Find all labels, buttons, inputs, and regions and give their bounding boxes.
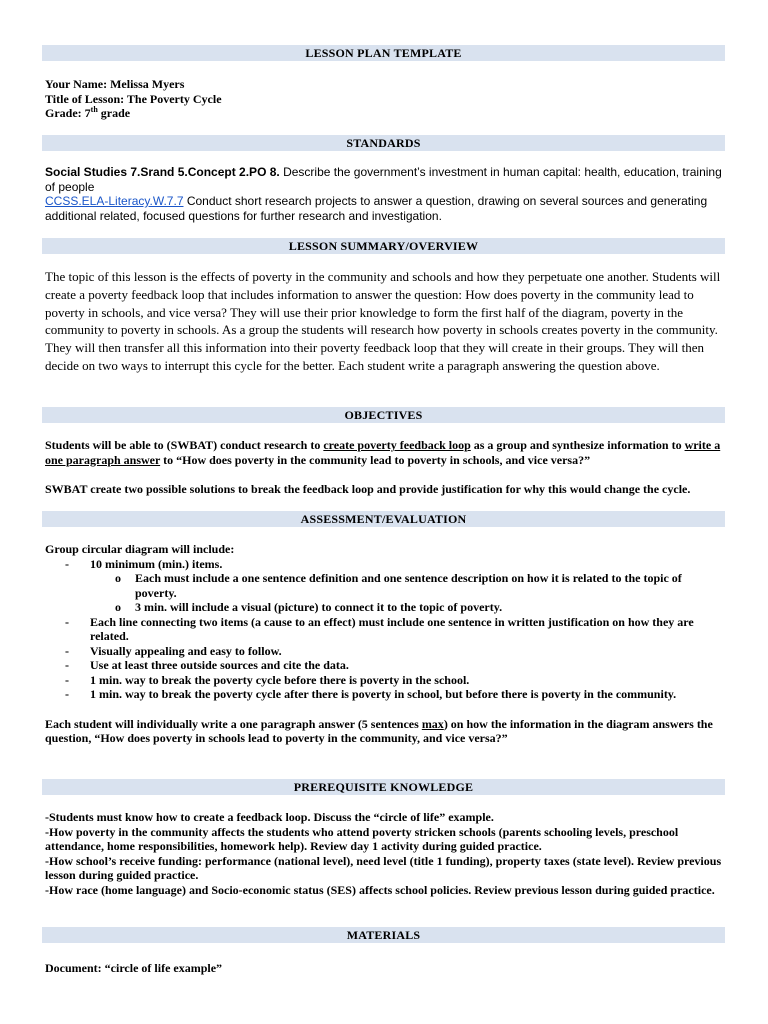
section-header-summary: LESSON SUMMARY/OVERVIEW [42,238,725,254]
assessment-paragraph: Each student will individually write a one paragraph answer (5 sentences max) on how the information in the diagram answers the question, “How does poverty in schools lead to poverty in the community, and vice versa?” [45,716,713,745]
lesson-info [45,77,725,121]
lesson-title: Title of Lesson: The Poverty Cycle [45,91,222,106]
section-header-standards: STANDARDS [42,135,725,151]
prereq-item: -How school’s receive funding: performance (national level), need level (title 1 funding), property taxes (state level). Review previous lesson during guided practice. [45,853,722,882]
section-header-prereq: PREREQUISITE KNOWLEDGE [42,779,725,795]
standard-social-studies: Social Studies 7.Srand 5.Concept 2.PO 8. Describe the government’s investment in human capital: health, education, training of people [45,165,722,194]
assessment-block [45,542,725,746]
assessment-intro: Group circular diagram will include: [45,542,235,556]
list-item: o 3 min. will include a visual (picture) to connect it to the topic of poverty. [115,600,503,614]
grade: Grade: 7th grade [45,105,131,120]
material-item: Document: “circle of life example” [45,961,223,975]
prereq-item: -Students must know how to create a feedback loop. Discuss the “circle of life” example. [45,810,494,824]
objective-2: SWBAT create two possible solutions to break the feedback loop and provide justification for why this would change the cycle. [45,482,691,496]
materials-block [45,961,725,976]
section-header-lesson-plan: LESSON PLAN TEMPLATE [42,45,725,61]
section-header-objectives: OBJECTIVES [42,407,725,423]
list-item: - 1 min. way to break the poverty cycle before there is poverty in the school. [65,672,470,687]
standards-block [45,165,725,223]
list-item: - Use at least three outside sources and cite the data. [65,658,349,672]
list-item: - Visually appealing and easy to follow. [65,643,282,658]
prereq-item: -How poverty in the community affects the students who attend poverty stricken schools (parents schooling levels, preschool attendance, home responsibilities, homework help). Review day 1 activity during guided practice. [45,824,679,853]
list-item: - Each line connecting two items (a cause to an effect) must include one sentence in written justification on how they are related. [65,614,694,643]
list-item: - 1 min. way to break the poverty cycle after there is poverty in school, but before there is poverty in the community. [65,687,677,701]
list-item: o Each must include a one sentence definition and one sentence description on how it is related to the topic of poverty. [115,571,682,600]
standard-ccss: CCSS.ELA-Literacy.W.7.7 Conduct short research projects to answer a question, drawing on several sources and generating additional related, focused questions for further research and investigation. [45,194,708,223]
prereq-item: -How race (home language) and Socio-economic status (SES) affects school policies. Review previous lesson during guided practice. [45,882,715,897]
section-header-materials: MATERIALS [42,927,725,943]
section-header-assessment: ASSESSMENT/EVALUATION [42,511,725,527]
objectives-block [45,438,725,497]
ccss-link[interactable]: CCSS.ELA-Literacy.W.7.7 [45,194,184,208]
list-item: - 10 minimum (min.) items. [65,556,223,571]
teacher-name: Your Name: Melissa Myers [45,77,185,91]
summary-text: The topic of this lesson is the effects of poverty in the community and schools and how they perpetuate one another. Students will create a poverty feedback loop that includes information to answer the question: How does poverty in the community lead to poverty in schools, and vice versa? They will use their prior knowledge to form the first half of the diagram, poverty in the community to poverty in schools. As a group the students will research how poverty in schools creates poverty in the community. They will then transfer all this information into their poverty feedback loop that they will create in their groups. They will then decide on two ways to interrupt this cycle for the better. Each student write a paragraph answering the question above. [45,269,721,373]
prereq-block [45,810,725,897]
objective-1: Students will be able to (SWBAT) conduct research to create poverty feedback loop as a group and synthesize information to write a one paragraph answer to “How does poverty in the community lead to poverty in schools, and vice versa?” [45,438,721,467]
